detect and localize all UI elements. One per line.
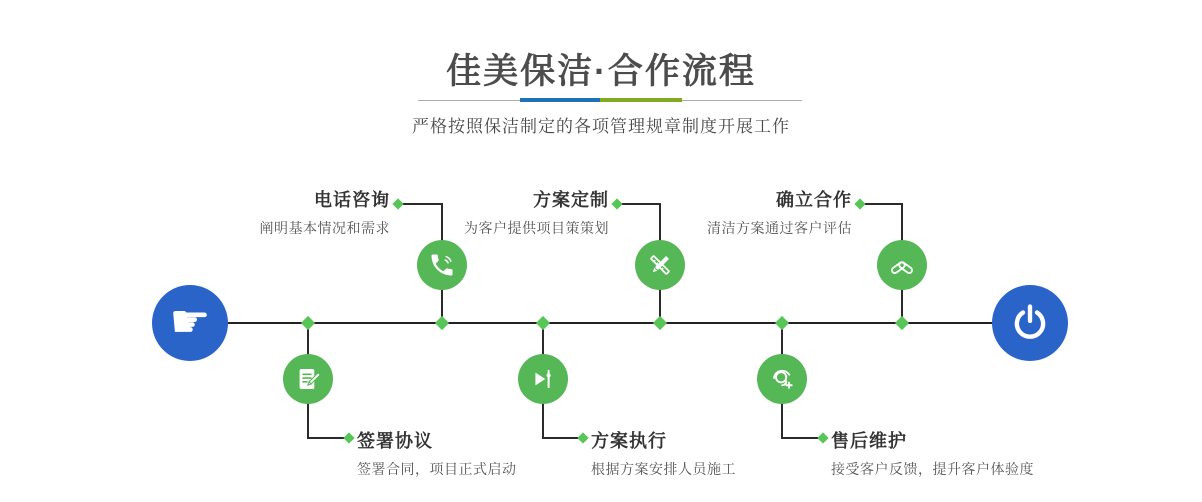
power-icon: [1009, 302, 1051, 344]
document-edit-icon: [294, 365, 322, 393]
headset-plus-icon: [767, 364, 797, 394]
junction-diamond: [775, 316, 789, 330]
junction-diamond: [435, 316, 449, 330]
step-label-phone: [260, 186, 391, 238]
step-title: 方案执行: [591, 431, 667, 451]
label-diamond: [817, 432, 828, 443]
divider-green-segment: [600, 98, 682, 102]
connector: [860, 203, 902, 205]
connector: [398, 203, 442, 205]
step-node-sign: [283, 354, 333, 404]
step-label-aftersale: [831, 427, 1034, 479]
step-title: 确立合作: [776, 190, 852, 210]
step-desc: 为客户提供项目策策划: [464, 220, 609, 236]
pencil-ruler-icon: [646, 251, 674, 279]
step-node-phone: [417, 240, 467, 290]
step-node-execute: [518, 354, 568, 404]
label-diamond: [392, 198, 403, 209]
junction-diamond: [653, 316, 667, 330]
page-title: 佳美保洁·合作流程: [446, 52, 756, 91]
step-node-aftersale: [757, 354, 807, 404]
step-node-handshake: [877, 240, 927, 290]
step-label-execute: [591, 427, 736, 479]
step-desc: 接受客户反馈，提升客户体验度: [831, 461, 1034, 477]
step-label-sign: [357, 427, 517, 479]
junction-diamond: [536, 316, 550, 330]
label-diamond: [577, 432, 588, 443]
end-node: [992, 285, 1068, 361]
handshake-icon: [887, 250, 917, 280]
step-title: 签署协议: [357, 431, 433, 451]
start-node: [152, 285, 228, 361]
step-label-handshake: [707, 186, 852, 238]
connector: [617, 203, 660, 205]
junction-diamond: [301, 316, 315, 330]
step-node-design: [635, 240, 685, 290]
junction-diamond: [895, 316, 909, 330]
page-subtitle: 严格按照保洁制定的各项管理规章制度开展工作: [412, 117, 790, 136]
step-title: 方案定制: [533, 190, 609, 210]
divider-blue-segment: [520, 98, 600, 102]
label-diamond: [611, 198, 622, 209]
phone-icon: [428, 251, 456, 279]
step-title: 电话咨询: [314, 190, 390, 210]
play-execute-icon: [529, 365, 557, 393]
step-desc: 阐明基本情况和需求: [259, 220, 390, 236]
step-desc: 签署合同，项目正式启动: [357, 461, 517, 477]
step-title: 售后维护: [831, 431, 907, 451]
label-diamond: [343, 432, 354, 443]
step-label-design: [464, 186, 609, 238]
label-diamond: [854, 198, 865, 209]
step-desc: 清洁方案通过客户评估: [707, 220, 852, 236]
pointing-hand-icon: ☛: [169, 294, 211, 348]
step-desc: 根据方案安排人员施工: [591, 461, 736, 477]
